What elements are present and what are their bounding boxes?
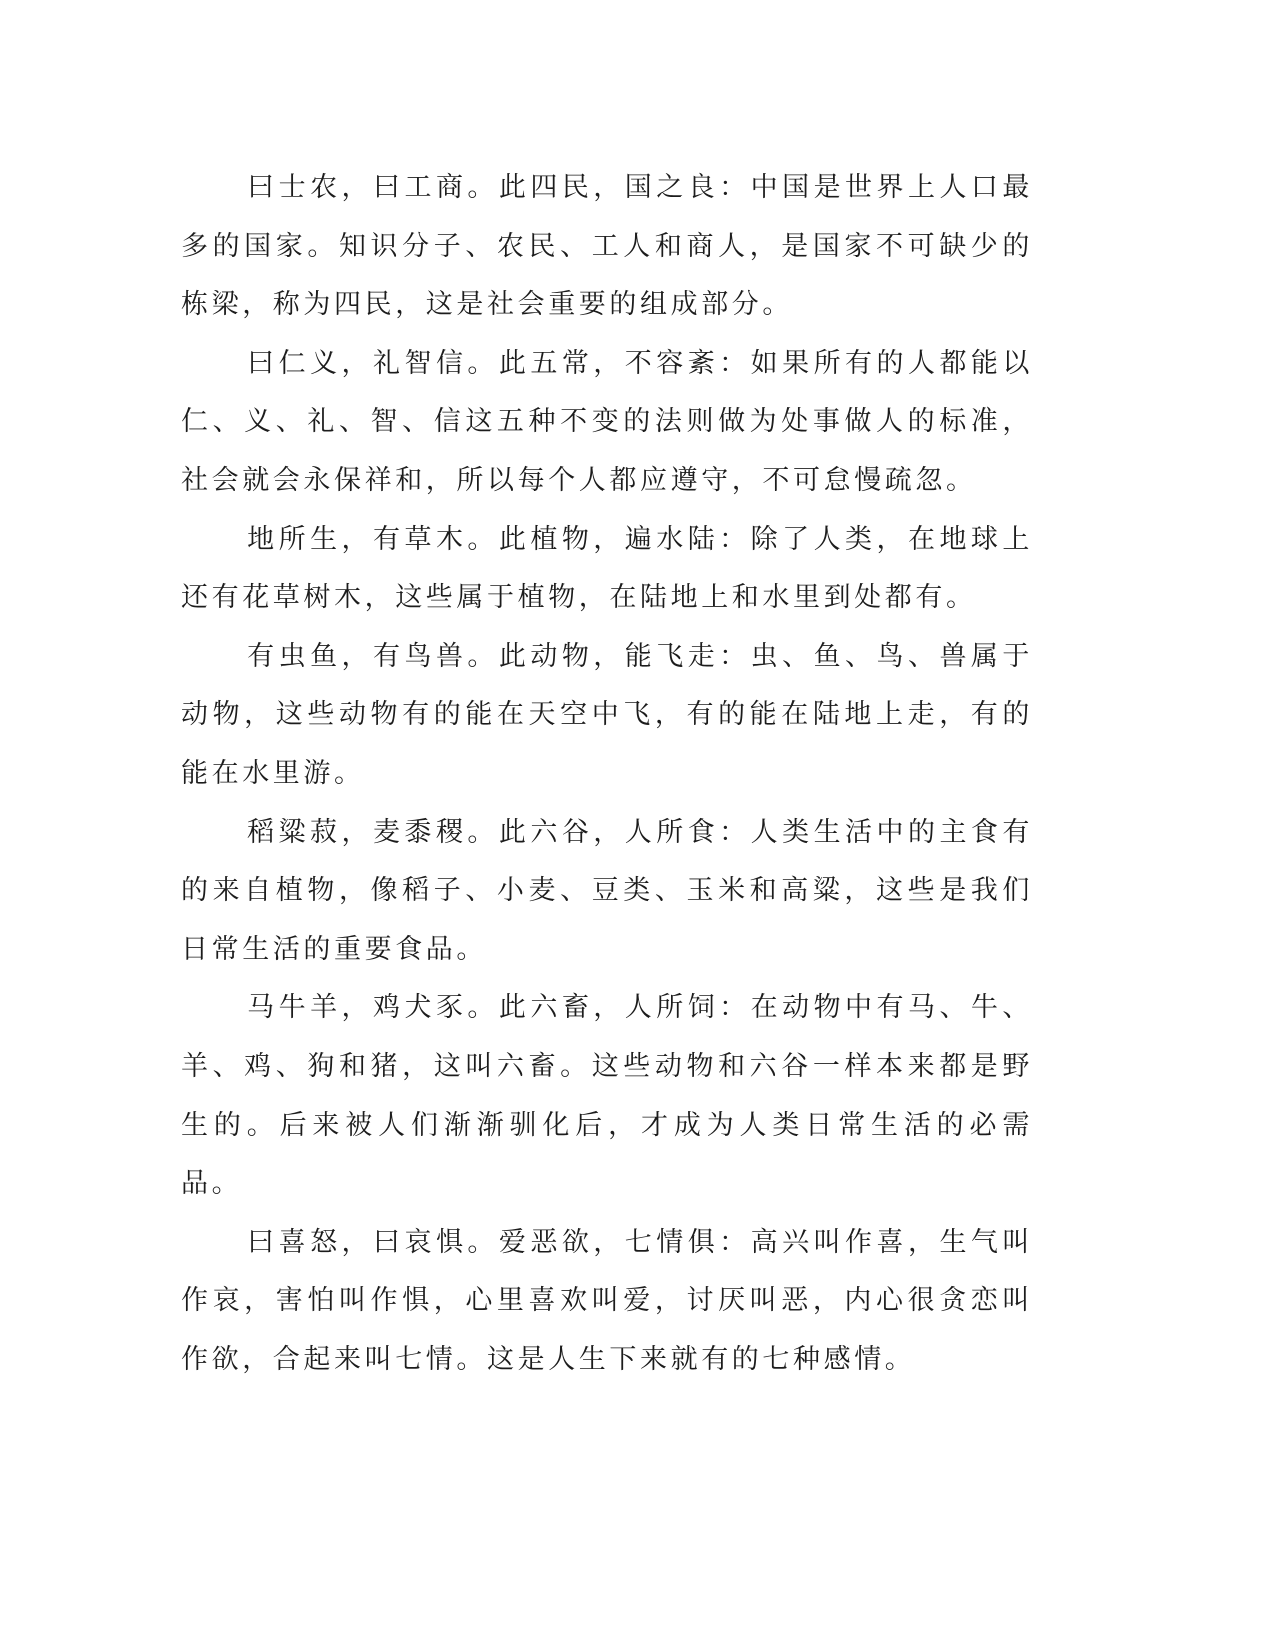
paragraph-liu-gu: 稻粱菽，麦黍稷。此六谷，人所食：人类生活中的主食有的来自植物，像稻子、小麦、豆类、玉米和高粱，这些是我们日常生活的重要食品。 — [181, 816, 1033, 965]
paragraph-liu-chu: 马牛羊，鸡犬豕。此六畜，人所饲：在动物中有马、牛、羊、鸡、狗和猪，这叫六畜。这些动物和六谷一样本来都是野生的。后来被人们渐渐驯化后，才成为人类日常生活的必需品。 — [181, 992, 1033, 1200]
paragraph-si-min: 曰士农，曰工商。此四民，国之良：中国是世界上人口最多的国家。知识分子、农民、工人和商人，是国家不可缺少的栋梁，称为四民，这是社会重要的组成部分。 — [181, 172, 1033, 321]
paragraph-qi-qing: 曰喜怒，曰哀惧。爱恶欲，七情俱：高兴叫作喜，生气叫作哀，害怕叫作惧，心里喜欢叫爱，讨厌叫恶，内心很贪恋叫作欲，合起来叫七情。这是人生下来就有的七种感情。 — [181, 1226, 1033, 1375]
paragraph-zhi-wu: 地所生，有草木。此植物，遍水陆：除了人类，在地球上还有花草树木，这些属于植物，在陆地上和水里到处都有。 — [181, 523, 1033, 614]
paragraph-dong-wu: 有虫鱼，有鸟兽。此动物，能飞走：虫、鱼、鸟、兽属于动物，这些动物有的能在天空中飞，有的能在陆地上走，有的能在水里游。 — [181, 640, 1033, 789]
document-body — [181, 159, 1033, 1389]
paragraph-wu-chang: 曰仁义，礼智信。此五常，不容紊：如果所有的人都能以仁、义、礼、智、信这五种不变的法则做为处事做人的标准，社会就会永保祥和，所以每个人都应遵守，不可怠慢疏忽。 — [181, 347, 1033, 496]
